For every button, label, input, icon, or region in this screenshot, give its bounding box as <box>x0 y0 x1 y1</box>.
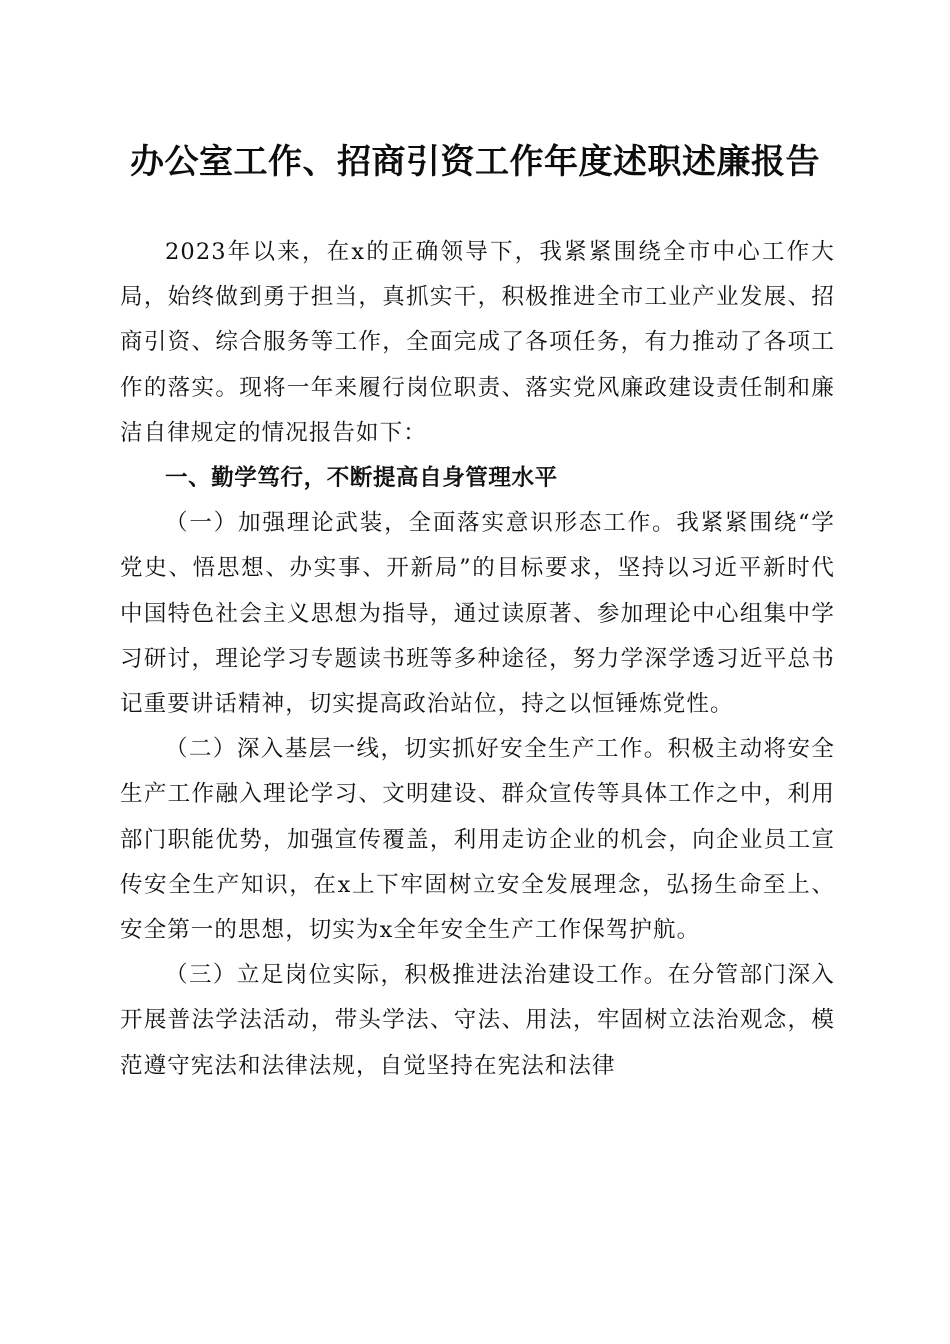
item-1-text: 我紧紧围绕“学党史、悟思想、办实事、开新局”的目标要求，坚持以习近平新时代中国特色社会主义思想为指导，通过读原著、参加理论中心组集中学习研讨，理论学习专题读书班等多种途径，努力学深学透习近平总书记重要讲话精神，切实提高政治站位，持之以恒锤炼党性。 <box>120 510 836 718</box>
item-2-lead: （二）深入基层一线，切实抓好安全生产工作。 <box>165 736 668 763</box>
section-1-heading: 一、勤学笃行，不断提高自身管理水平 <box>165 465 558 492</box>
item-3-text: 在分管部门深入开展普法学法活动，带头学法、守法、用法，牢固树立法治观念，模范遵守宪法和法律法规，自觉坚持在宪法和法律 <box>120 962 835 1079</box>
document-title: 办公室工作、招商引资工作年度述职述廉报告 <box>130 142 820 182</box>
item-1-lead: （一）加强理论武装，全面落实意识形态工作。 <box>165 510 677 537</box>
intro-paragraph: 2023年以来，在x的正确领导下，我紧紧围绕全市中心工作大局，始终做到勇于担当，真抓实干，积极推进全市工业产业发展、招商引资、综合服务等工作，全面完成了各项任务，有力推动了各项工作的落实。现将一年来履行岗位职责、落实党风廉政建设责任制和廉洁自律规定的情况报告如下： <box>120 239 835 446</box>
section-1-item-2 <box>120 727 835 953</box>
item-2-text: 积极主动将安全生产工作融入理论学习、文明建设、群众宣传等具体工作之中，利用部门职能优势，加强宣传覆盖，利用走访企业的机会，向企业员工宣传安全生产知识，在x上下牢固树立安全发展理念，弘扬生命至上、安全第一的思想，切实为x全年安全生产工作保驾护航。 <box>120 736 835 944</box>
document-body <box>120 230 835 1089</box>
item-3-lead: （三）立足岗位实际，积极推进法治建设工作。 <box>165 962 668 989</box>
section-1-item-3 <box>120 953 835 1089</box>
section-1-item-1 <box>120 501 835 727</box>
